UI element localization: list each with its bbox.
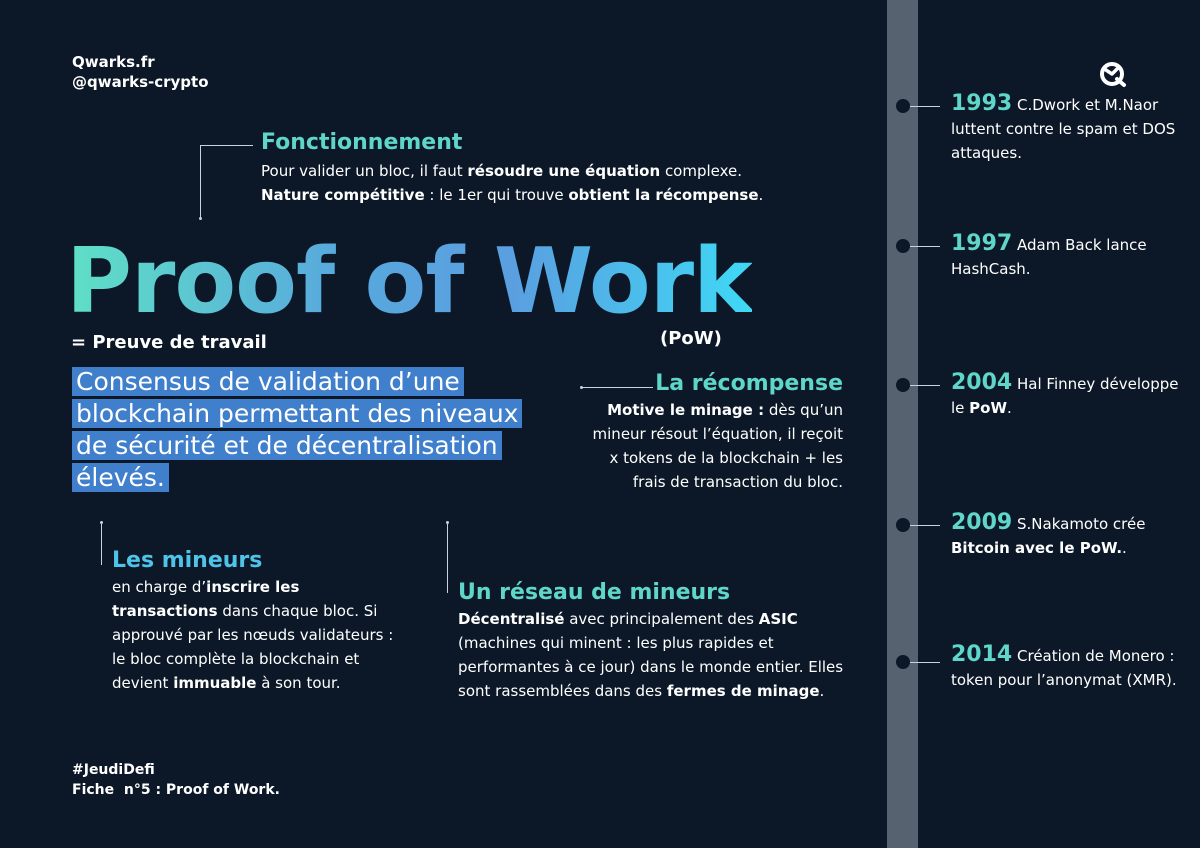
fonctionnement-text-2c: obtient la récompense [568,186,759,204]
timeline-entry-1993 [951,92,1181,165]
reseau-connector [447,523,448,593]
fonctionnement-connector-end [199,217,202,220]
timeline-desc: C.Dwork et M.Naor luttent contre le spam et DOS attaques. [951,96,1176,162]
brand-block [72,52,209,92]
mineurs-text-b: inscrire les transactions [112,578,300,620]
reseau-title: Un réseau de mineurs [458,580,731,605]
footer [72,760,280,800]
timeline-connector [910,106,940,107]
recompense-text-b: dès qu’un mineur résout l’équation, il reçoit x tokens de la blockchain + les frais de transaction du bloc. [592,401,843,491]
acronym: (PoW) [660,328,722,349]
timeline-dot [896,99,910,113]
reseau-text-f: . [819,682,825,700]
timeline-desc-end: . [1122,539,1127,557]
reseau-text-c: ASIC [758,610,798,628]
main-title: Proof of Work [66,229,752,334]
mineurs-text-c: dans chaque bloc. Si approuvé par les nœuds validateurs : le bloc complète la blockchain et devient [112,602,394,692]
timeline-desc-bold: PoW [969,399,1008,417]
footer-hashtag: #JeudiDefi [72,762,155,778]
reseau-text-e: fermes de minage [666,682,820,700]
timeline-entry-1997 [951,232,1181,281]
timeline-dot [896,518,910,532]
recompense-title: La récompense [655,371,843,396]
timeline-desc: Adam Back lance HashCash. [951,236,1147,278]
brand-handle: @qwarks-crypto [72,73,209,91]
mineurs-text-d: immuable [173,674,257,692]
reseau-text-b: avec principalement des [564,610,759,628]
recompense-text [590,398,843,494]
timeline-entry-2009 [951,511,1181,560]
reseau-connector-end [446,521,449,524]
fonctionnement-text-1c: complexe. [660,162,743,180]
fonctionnement-title: Fonctionnement [261,130,463,155]
mineurs-connector [101,523,102,565]
fonctionnement-text-1a: Pour valider un bloc, il faut [261,162,468,180]
definition-text: Consensus de validation d’une blockchain permettant des niveaux de sécurité et de décentralisation élevés. [72,367,522,492]
timeline-bar [887,0,918,848]
reseau-section [458,580,863,703]
mineurs-section [112,548,397,695]
timeline-desc-end: . [1007,399,1012,417]
fonctionnement-text-1b: résoudre une équation [467,162,661,180]
footer-fiche: Fiche n°5 : Proof of Work. [72,782,280,798]
timeline-desc: S.Nakamoto crée [1012,515,1146,533]
timeline-desc: Création de Monero : token pour l’anonymat (XMR). [951,647,1177,689]
timeline-desc: Hal Finney développe le [951,375,1179,417]
qwarks-logo-icon [1097,58,1129,90]
brand-site: Qwarks.fr [72,53,155,71]
fonctionnement-section [261,130,763,207]
timeline-year: 1997 [951,231,1013,256]
reseau-text [458,607,863,703]
timeline-year: 2004 [951,370,1013,395]
fonctionnement-connector [200,145,253,220]
timeline-dot [896,239,910,253]
timeline-connector [910,385,940,386]
mineurs-text-e: à son tour. [256,674,341,692]
fonctionnement-text-2d: . [758,186,764,204]
recompense-connector-end [580,386,583,389]
timeline-connector [910,525,940,526]
timeline-connector [910,246,940,247]
mineurs-connector-end [100,521,103,524]
timeline-year: 1993 [951,91,1013,116]
timeline-dot [896,378,910,392]
recompense-section [590,371,843,494]
fonctionnement-text-2a: Nature compétitive [261,186,425,204]
mineurs-text [112,575,397,695]
mineurs-text-a: en charge d’ [112,578,207,596]
reseau-text-a: Décentralisé [458,610,565,628]
reseau-text-d: (machines qui minent : les plus rapides et performantes à ce jour) dans le monde entier. Elles sont rassemblées dans des [458,634,844,700]
fonctionnement-text-2b: : le 1er qui trouve [424,186,569,204]
mineurs-title: Les mineurs [112,548,263,573]
timeline-connector [910,662,940,663]
timeline-year: 2009 [951,510,1013,535]
timeline-entry-2014 [951,643,1181,692]
subtitle: = Preuve de travail [71,332,267,353]
timeline-desc-bold: Bitcoin avec le PoW. [951,539,1123,557]
timeline-year: 2014 [951,642,1013,667]
fonctionnement-text [261,159,763,207]
recompense-text-a: Motive le minage : [607,401,765,419]
timeline-entry-2004 [951,371,1181,420]
timeline-dot [896,655,910,669]
definition [72,366,552,494]
